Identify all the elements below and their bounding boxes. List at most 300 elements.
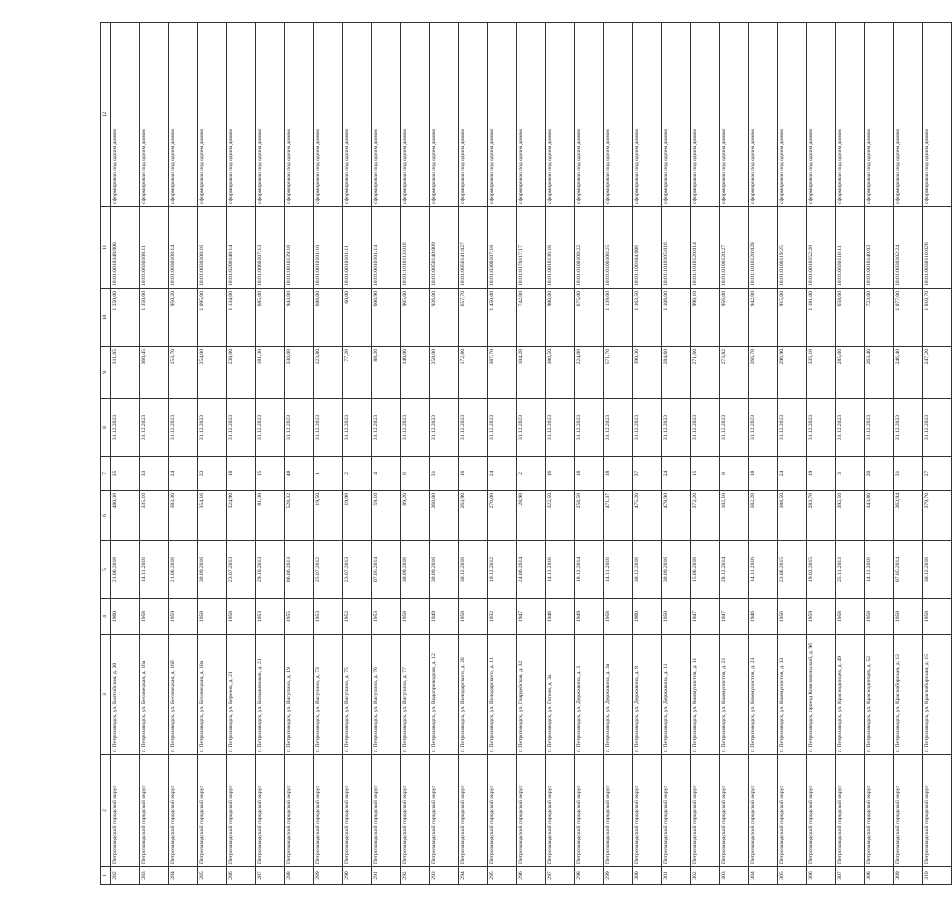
table-row (517, 23, 546, 885)
table-cell: 6 (401, 457, 430, 491)
table-cell: 31.12.2023 (546, 399, 575, 457)
table-row (546, 23, 575, 885)
table-cell: Петрозаводский городской округ (894, 755, 923, 867)
table-cell: сформирован под одним домом (227, 23, 256, 207)
table-cell: 77,20 (343, 347, 372, 399)
data-table (100, 22, 952, 885)
table-cell: 1958 (894, 599, 923, 635)
table-cell: 1 (314, 457, 343, 491)
table-cell: 123,80 (314, 347, 343, 399)
table-cell: 31.12.2023 (691, 399, 720, 457)
table-cell: 25.07.2012 (314, 541, 343, 599)
table-cell: 31.12.2023 (662, 399, 691, 457)
table-cell: 31.12.2023 (488, 399, 517, 457)
table-cell: Петрозаводский городской округ (517, 755, 546, 867)
table-cell: 392,50 (836, 491, 865, 541)
table-row (604, 23, 633, 885)
table-cell: сформирован под одним домом (401, 23, 430, 207)
table-row (111, 23, 140, 885)
table-cell: 247,20 (923, 347, 952, 399)
table-cell: 15.06.2016 (691, 541, 720, 599)
table-cell: 382,20 (749, 491, 778, 541)
table-cell: Петрозаводский городской округ (778, 755, 807, 867)
column-header: 11 (101, 207, 111, 289)
table-cell: 24 (169, 457, 198, 491)
table-cell: 07.05.2014 (894, 541, 923, 599)
table-cell: 27 (923, 457, 952, 491)
table-row (198, 23, 227, 885)
table-cell: Петрозаводский городской округ (140, 755, 169, 867)
table-cell: 31.12.2023 (720, 399, 749, 457)
table-cell: г. Петрозаводск, ул. Березов, д. 21 (227, 635, 256, 755)
table-cell: Петрозаводский городской округ (198, 755, 227, 867)
table-cell: 10:01:0100106:25 (604, 207, 633, 289)
table-cell: 10:01:0030110:11 (836, 207, 865, 289)
table-cell: 18 (575, 457, 604, 491)
table-cell: 478,90 (662, 491, 691, 541)
table-row (227, 23, 256, 885)
table-cell: Петрозаводский городской округ (372, 755, 401, 867)
table-cell: 23.07.2013 (343, 541, 372, 599)
table-row (430, 23, 459, 885)
table-cell: 14.11.2016 (140, 541, 169, 599)
table-cell: 1955 (285, 599, 314, 635)
table-cell: 07.05.2014 (372, 541, 401, 599)
table-cell: 990,10 (691, 289, 720, 347)
table-cell: 31.12.2023 (256, 399, 285, 457)
table-cell: г. Петрозаводск, ул. Большевиков, д. 21 (256, 635, 285, 755)
table-header-row (101, 23, 111, 885)
table-cell: 950,20 (169, 289, 198, 347)
table-cell: Петрозаводский городской округ (488, 755, 517, 867)
table-row (575, 23, 604, 885)
table-cell: 1 134,00 (227, 289, 256, 347)
table-cell: 1958 (836, 599, 865, 635)
table-cell: сформирован под одним домом (633, 23, 662, 207)
table-cell: 10:01:0010101:11 (343, 207, 372, 289)
table-cell: 294 (459, 867, 488, 885)
table-cell: 14.11.2016 (749, 541, 778, 599)
table-cell: г. Петрозаводск, ул. Краснодонцев, д. 52 (865, 635, 894, 755)
table-cell: Петрозаводский городской округ (749, 755, 778, 867)
table-cell: 31.12.2023 (807, 399, 836, 457)
table-cell: 10:01:0010136:16 (546, 207, 575, 289)
table-cell: 10:01:0100108:22 (575, 207, 604, 289)
table-cell: 31.12.2023 (575, 399, 604, 457)
table-cell: 30.12.2016 (633, 541, 662, 599)
table-cell: сформирован под одним домом (343, 23, 372, 207)
table-cell: 1958 (604, 599, 633, 635)
table-cell: 172,80 (459, 347, 488, 399)
table-cell: сформирован под одним домом (430, 23, 459, 207)
table-cell: 302 (691, 867, 720, 885)
table-cell: 31.12.2023 (865, 399, 894, 457)
table-cell: сформирован под одним домом (285, 23, 314, 207)
table-cell: 10:01:1010113:016 (401, 207, 430, 289)
table-cell: 285 (198, 867, 227, 885)
table-row (488, 23, 517, 885)
column-header: 2 (101, 755, 111, 867)
table-cell: 30.09.2016 (401, 541, 430, 599)
table-cell: 291 (372, 867, 401, 885)
table-cell: г. Петрозаводск, ул. Краснодонцев, д. 49 (836, 635, 865, 755)
table-cell: сформирован под одним домом (488, 23, 517, 207)
table-cell: 1 163,50 (633, 289, 662, 347)
table-cell: сформирован под одним домом (256, 23, 285, 207)
table-cell: сформирован под одним домом (807, 23, 836, 207)
table-cell: 956,00 (720, 289, 749, 347)
table-cell: 30.09.2016 (430, 541, 459, 599)
table-cell: 1950 (662, 599, 691, 635)
table-cell: сформирован под одним домом (546, 23, 575, 207)
column-header: 4 (101, 599, 111, 635)
table-cell: г. Петрозаводск, ул. Державина, д. 3 (575, 635, 604, 755)
table-cell: сформирован под одним домом (691, 23, 720, 207)
table-cell: 18 (604, 457, 633, 491)
table-cell: Петрозаводский городской округ (256, 755, 285, 867)
table-cell: 29.10.2013 (256, 541, 285, 599)
table-cell: 19 (807, 457, 836, 491)
table-cell: 286 (227, 867, 256, 885)
table-cell: 283 (140, 867, 169, 885)
table-cell: 31 (894, 457, 923, 491)
table-cell: 31.12.2023 (923, 399, 952, 457)
table-cell: Петрозаводский городской округ (923, 755, 952, 867)
table-cell: 23.06.2015 (778, 541, 807, 599)
table-cell: 10:01:0050141:027 (459, 207, 488, 289)
table-cell: 307 (836, 867, 865, 885)
table-cell: 297 (546, 867, 575, 885)
table-cell: Петрозаводский городской округ (865, 755, 894, 867)
table-cell: г. Петрозаводск, ул. Вагупина, д. 75 (343, 635, 372, 755)
table-row (401, 23, 430, 885)
table-cell: 276,00 (488, 491, 517, 541)
table-cell: Петрозаводский городской округ (633, 755, 662, 867)
table-row (372, 23, 401, 885)
table-cell: Петрозаводский городской округ (227, 755, 256, 867)
table-cell: 10:01:0010152:20 (807, 207, 836, 289)
table-cell: г. Петрозаводск, ул. Державина, д. 11 (662, 635, 691, 755)
table-cell: 379,70 (923, 491, 952, 541)
table-cell: 10:01:0100120:27 (720, 207, 749, 289)
table-row (662, 23, 691, 885)
table-cell: г. Петрозаводск, ул. Державина, д. 3а (604, 635, 633, 755)
table-cell: 305 (778, 867, 807, 885)
table-cell: 31.12.2023 (401, 399, 430, 457)
table-cell: Петрозаводский городской округ (836, 755, 865, 867)
table-cell: 1932 (488, 599, 517, 635)
table-cell: 31.12.2023 (836, 399, 865, 457)
table-cell: 88,20 (372, 347, 401, 399)
table-cell: Петрозаводский городской округ (720, 755, 749, 867)
table-cell: 915,00 (778, 289, 807, 347)
column-header: 1 (101, 867, 111, 885)
column-header: 8 (101, 399, 111, 457)
table-cell: 23 (198, 457, 227, 491)
table-cell: 10:01:1010120:028 (749, 207, 778, 289)
table-cell: 387,70 (488, 347, 517, 399)
table-cell: 35 (111, 457, 140, 491)
table-cell: г. Петрозаводск, ул. Водопроводная, д. 12 (430, 635, 459, 755)
table-cell: сформирован под одним домом (372, 23, 401, 207)
table-cell: 300 (633, 867, 662, 885)
table-body (111, 23, 952, 885)
table-cell: 24 (662, 457, 691, 491)
table-cell: 471,37 (604, 491, 633, 541)
table-cell: 306 (807, 867, 836, 885)
table-cell: 104,20 (517, 347, 546, 399)
table-cell: 30.12.2016 (923, 541, 952, 599)
table-cell: 31.12.2023 (285, 399, 314, 457)
table-cell: г. Петрозаводск, ул. Коммунистов, д. 33 (778, 635, 807, 755)
table-cell: 15 (691, 457, 720, 491)
table-cell: 943,00 (285, 289, 314, 347)
table-cell: 289 (314, 867, 343, 885)
table-cell: 688,00 (314, 289, 343, 347)
table-cell: Петрозаводский городской округ (546, 755, 575, 867)
table-cell: Петрозаводский городской округ (285, 755, 314, 867)
table-cell: 21.06.2016 (169, 541, 198, 599)
table-cell: 48 (285, 457, 314, 491)
table-cell: 10:01:0010101:14 (372, 207, 401, 289)
table-cell: 10:01:0030108:14 (169, 207, 198, 289)
table-cell: 1952 (343, 599, 372, 635)
table-cell: 308 (865, 867, 894, 885)
table-cell: сформирован под одним домом (459, 23, 488, 207)
table-cell: 14.11.2016 (546, 541, 575, 599)
column-header: 3 (101, 635, 111, 755)
table-cell: 388,50 (778, 491, 807, 541)
table-cell: 571,70 (604, 347, 633, 399)
table-cell: 363,94 (894, 491, 923, 541)
table-cell: 373,20 (691, 491, 720, 541)
table-cell: 10:01:0030108:11 (140, 207, 169, 289)
table-cell: 1949 (575, 599, 604, 635)
table-cell: сформирован под одним домом (720, 23, 749, 207)
column-header: 9 (101, 347, 111, 399)
table-cell: сформирован под одним домом (314, 23, 343, 207)
table-row (894, 23, 923, 885)
table-cell: 600,90 (372, 289, 401, 347)
table-cell: 293 (430, 867, 459, 885)
table-cell: 1 010,70 (923, 289, 952, 347)
table-cell: Петрозаводский городской округ (459, 755, 488, 867)
table-cell: 30.09.2016 (198, 541, 227, 599)
table-cell: 1946 (546, 599, 575, 635)
table-cell: 1949 (430, 599, 459, 635)
table-cell: 31.12.2023 (604, 399, 633, 457)
table-cell: 31.12.2023 (517, 399, 546, 457)
table-cell: 295 (488, 867, 517, 885)
table-cell: 2 (517, 457, 546, 491)
table-cell: г. Петрозаводск, ул. Гоголя, д. 3а (546, 635, 575, 755)
table-cell: 31.12.2023 (749, 399, 778, 457)
table-cell: 1947 (720, 599, 749, 635)
table-cell: 31.12.2023 (459, 399, 488, 457)
table-row (836, 23, 865, 885)
table-cell: сформирован под одним домом (894, 23, 923, 207)
table-cell: сформирован под одним домом (604, 23, 633, 207)
table-cell: 30.09.2016 (662, 541, 691, 599)
table-cell: 3 (836, 457, 865, 491)
table-cell: 28,90 (517, 491, 546, 541)
table-cell: 28.12.2014 (720, 541, 749, 599)
table-cell: 1958 (140, 599, 169, 635)
table-cell: 10:01:0300107:18 (488, 207, 517, 289)
table-cell: Петрозаводский городской округ (662, 755, 691, 867)
table-row (807, 23, 836, 885)
column-header: 12 (101, 23, 111, 207)
table-cell: Петрозаводский городской округ (343, 755, 372, 867)
table-cell: 2 (343, 457, 372, 491)
table-cell: г. Петрозаводск, ул. Коммунистов, д. 23 (749, 635, 778, 755)
table-cell: Петрозаводский городской округ (691, 755, 720, 867)
table-cell: 10:01:1010105:016 (662, 207, 691, 289)
column-header: 6 (101, 491, 111, 541)
table-cell: г. Петрозаводск, ул. Коммунистов, д. 11 (691, 635, 720, 755)
table-cell: 390,30 (633, 347, 662, 399)
table-cell: сформирован под одним домом (749, 23, 778, 207)
table-cell: 254,00 (198, 347, 227, 399)
table-cell: 303 (720, 867, 749, 885)
table-cell: 10:01:0200148:14 (227, 207, 256, 289)
table-cell: 31.12.2023 (372, 399, 401, 457)
table-cell: 31.12.2023 (314, 399, 343, 457)
table-cell: 224,00 (575, 347, 604, 399)
table-cell: 1953 (314, 599, 343, 635)
table-cell: г. Петрозаводск, ул. Вагупина, д. 77 (401, 635, 430, 755)
table-cell: 60,00 (343, 289, 372, 347)
table-row (459, 23, 488, 885)
table-cell: 102,10 (720, 491, 749, 541)
table-cell: 31.12.2023 (430, 399, 459, 457)
table-cell: 926,00 (430, 289, 459, 347)
table-cell: 1 250,00 (111, 289, 140, 347)
table-cell: 1959 (169, 599, 198, 635)
table-cell: 246,40 (894, 347, 923, 399)
table-cell: 31.12.2023 (111, 399, 140, 457)
table-row (140, 23, 169, 885)
table-cell: 330,00 (285, 347, 314, 399)
table-cell: 288 (285, 867, 314, 885)
table-cell: 324,90 (227, 491, 256, 541)
table-cell: 1958 (227, 599, 256, 635)
table-cell: 23.07.2013 (227, 541, 256, 599)
table-cell: 1956 (778, 599, 807, 635)
table-cell: г. Петрозаводск, ул. Державина, д. 8 (633, 635, 662, 755)
table-cell: г. Петрозаводск, ул. Бесовецкая, д. 16а (140, 635, 169, 755)
table-cell: 31.12.2023 (198, 399, 227, 457)
table-cell: 10:01:0060107:13 (256, 207, 285, 289)
table-cell: 89,20 (401, 491, 430, 541)
table-cell: 19,90 (343, 491, 372, 541)
table-cell: г. Петрозаводск, ул. Вагупина, д. 19 (285, 635, 314, 755)
table-cell: 06.06.2013 (285, 541, 314, 599)
table-cell: 1958 (459, 599, 488, 635)
table-cell: 31.12.2023 (227, 399, 256, 457)
table-cell: 258,50 (575, 491, 604, 541)
table-cell: 1960 (633, 599, 662, 635)
table-cell: 296,90 (778, 347, 807, 399)
table-cell: 298 (575, 867, 604, 885)
table-row (778, 23, 807, 885)
table-cell: сформирован под одним домом (865, 23, 894, 207)
table-cell: 343,80 (865, 491, 894, 541)
table-cell: 37 (633, 457, 662, 491)
table-cell: 263,40 (865, 347, 894, 399)
table-cell: 21.06.2016 (111, 541, 140, 599)
table-cell: 31.12.2023 (894, 399, 923, 457)
table-cell: 10:01:0050140:009 (430, 207, 459, 289)
table-cell: 1 350,00 (140, 289, 169, 347)
table-cell: 304 (749, 867, 778, 885)
table-cell: г. Петрозаводск, ул. Красноборская, д. 12 (894, 635, 923, 755)
table-cell: 1 095,00 (198, 289, 227, 347)
table-cell: 905,00 (401, 289, 430, 347)
table-cell: сформирован под одним домом (517, 23, 546, 207)
table-cell: 31.12.2023 (343, 399, 372, 457)
table-row (256, 23, 285, 885)
table-cell: 24 (488, 457, 517, 491)
table-cell: 1947 (517, 599, 546, 635)
table-row (749, 23, 778, 885)
table-row (169, 23, 198, 885)
table-cell: 14.11.2016 (604, 541, 633, 599)
table-row (865, 23, 894, 885)
table-cell: 309 (894, 867, 923, 885)
table-cell: 258,00 (430, 347, 459, 399)
table-row (285, 23, 314, 885)
table-cell: Петрозаводский городской округ (575, 755, 604, 867)
column-header: 7 (101, 457, 111, 491)
table-cell: 368,00 (430, 491, 459, 541)
table-cell: 16 (459, 457, 488, 491)
table-cell: 271,60 (691, 347, 720, 399)
table-cell: Петрозаводский городской округ (401, 755, 430, 867)
table-cell: 10:01:0030108:16 (198, 207, 227, 289)
table-cell: 311,85 (111, 347, 140, 399)
table-cell: 942,00 (749, 289, 778, 347)
table-cell: 723,00 (865, 289, 894, 347)
table-cell: 253,70 (169, 347, 198, 399)
table-cell: 24.06.2014 (517, 541, 546, 599)
table-cell: г. Петрозаводск, ул. Красноборская, д. 15 (923, 635, 952, 755)
table-cell: 290 (343, 867, 372, 885)
table-cell: 1947 (691, 599, 720, 635)
table-cell: Петрозаводский городской округ (111, 755, 140, 867)
table-cell: 1959 (807, 599, 836, 635)
table-cell: сформирован под одним домом (575, 23, 604, 207)
table-cell: 31.12.2023 (140, 399, 169, 457)
table-cell: 292 (401, 867, 430, 885)
table-cell: Петрозаводский городской округ (604, 755, 633, 867)
table-cell: 284 (169, 867, 198, 885)
table-cell: г. Петрозаводск, ул. Коммунистов, д. 21 (720, 635, 749, 755)
table-cell: 383,30 (169, 491, 198, 541)
table-cell: г. Петрозаводск, ул. Вагупина, д. 73 (314, 635, 343, 755)
table-cell: 675,00 (575, 289, 604, 347)
table-cell: 1946 (749, 599, 778, 635)
table-cell: 10:01:0030110:026 (923, 207, 952, 289)
table-cell: 322,50 (546, 491, 575, 541)
table-row (633, 23, 662, 885)
table-cell: 685,00 (256, 289, 285, 347)
table-cell: 10:01:0010140:03 (865, 207, 894, 289)
table-cell: г. Петрозаводск, ул. Володарского, д. 11 (488, 635, 517, 755)
table-cell: 287 (256, 867, 285, 885)
table-cell: 19,50 (314, 491, 343, 541)
table-row (343, 23, 372, 885)
